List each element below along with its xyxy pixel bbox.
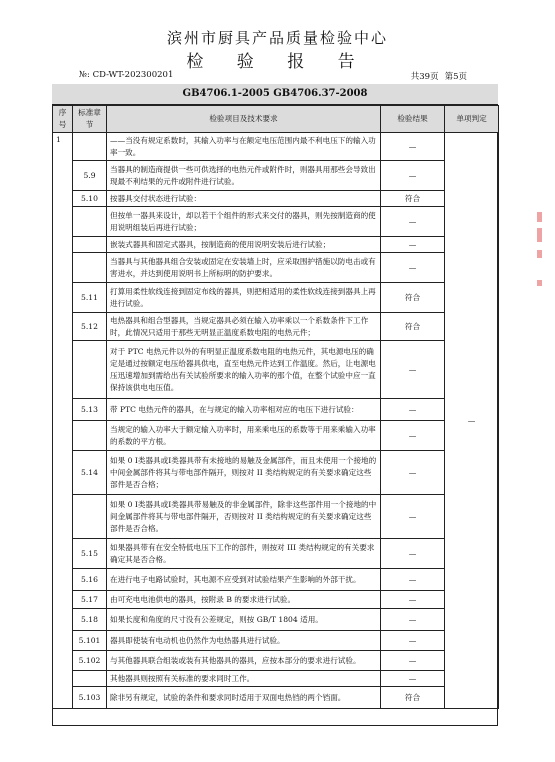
requirement-cell: 如果长度和角度的尺寸没有公差规定，则按 GB/T 1804 适用。 [107,609,381,631]
clause-cell [73,253,107,283]
clause-cell: 5.12 [73,313,107,341]
table-row [53,283,499,313]
header-item: 检验项目及技术要求 [107,106,381,133]
requirement-cell: 嵌装式器具和固定式器具，按制造商的使用说明安装后进行试验； [107,237,381,253]
header-result: 检验结果 [381,106,445,133]
result-cell: — [381,451,445,495]
result-cell: 符合 [381,687,445,709]
clause-cell [73,671,107,687]
header-verdict: 单项判定 [445,106,499,133]
result-cell: — [381,341,445,399]
result-cell: — [381,539,445,569]
report-issuer-title: 滨州市厨具产品质量检验中心 [166,29,388,47]
requirement-cell: 当器具的制造商提供一些可供选择的电热元件或附件时，则器具用那些会导致出现最不利结果的元件或附件进行试验。 [107,161,381,191]
requirement-cell: 与其他器具联合组装或装有其他器具的器具，应按本部分的要求进行试验。 [107,651,381,671]
requirement-cell: 打算用柔性软线连接到固定布线的器具，则把相适用的柔性软线连接到器具上再进行试验。 [107,283,381,313]
result-cell: — [381,207,445,237]
result-cell: — [381,495,445,539]
clause-cell: 5.102 [73,651,107,671]
clause-cell [73,421,107,451]
requirement-cell: 但按单一器具来设计，却以若干个组件的形式来交付的器具，则先按制造商的使用说明组装后再进行试验； [107,207,381,237]
clause-cell [73,133,107,161]
result-cell: — [381,651,445,671]
requirement-cell: 在进行电子电路试验时，其电源不应受到对试验结果产生影响的外部干扰。 [107,569,381,591]
requirement-cell: 如果器具带有在安全特低电压下工作的部件，则按对 III 类结构规定的有关要求确定其是否合格。 [107,539,381,569]
table-row [53,451,499,495]
table-row [53,631,499,651]
standard-bar: GB4706.1-2005 GB4706.37-2008 [52,84,498,105]
table-row [53,671,499,687]
table-row [53,591,499,609]
header-clause: 标准章节 [73,106,107,133]
table-row [53,421,499,451]
result-cell: 符合 [381,313,445,341]
requirement-cell: 电热器具和组合型器具，当规定器具必须在输入功率乘以一个系数条件下工作时，此情况只适用于那些无明显正温度系数电阻的电热元件； [107,313,381,341]
table-row [53,609,499,631]
seal-mark [537,212,542,222]
page-number: 第5页 [444,72,467,82]
requirement-cell: 器具即使装有电动机也仍然作为电热器具进行试验。 [107,631,381,651]
report-title: 检 验 报 告 [186,52,369,72]
clause-cell: 5.15 [73,539,107,569]
seal-mark [537,250,542,258]
clause-cell [73,495,107,539]
header-seq: 序号 [53,106,73,133]
clause-cell: 5.14 [73,451,107,495]
requirement-cell: 按器具交付状态进行试验： [107,191,381,207]
result-cell: — [381,421,445,451]
result-cell: — [381,253,445,283]
verdict-cell: — [445,133,499,709]
table-row [53,253,499,283]
clause-cell: 5.101 [73,631,107,651]
clause-cell: 5.10 [73,191,107,207]
result-cell: — [381,237,445,253]
result-cell: — [381,569,445,591]
requirement-cell: 除非另有规定，试验的条件和要求同时适用于双面电热铛的两个铛面。 [107,687,381,709]
result-cell: — [381,161,445,191]
clause-cell: 5.9 [73,161,107,191]
requirement-cell: ——当没有规定系数时，其输入功率与在额定电压范围内最不利电压下的输入功率一致。 [107,133,381,161]
clause-cell: 5.103 [73,687,107,709]
table-row [53,207,499,237]
table-row [53,341,499,399]
requirement-cell: 其他器具则按照有关标准的要求同时工作。 [107,671,381,687]
table-row [53,495,499,539]
result-cell: — [381,671,445,687]
table-row [53,313,499,341]
table-header-row [53,106,499,133]
result-cell: 符合 [381,283,445,313]
requirement-cell: 当器具与其他器具组合安装或固定在安装墙上时，应采取围护措施以防电击或有害进水，并达到使用说明书上所标明的防护要求。 [107,253,381,283]
clause-cell: 5.13 [73,399,107,421]
result-cell: — [381,399,445,421]
clause-cell [73,207,107,237]
table-row [53,191,499,207]
document-number: №: CD-WT-202300201 [79,70,174,80]
requirement-cell: 由可充电电池供电的器具，按附录 B 的要求进行试验。 [107,591,381,609]
seq-cell: 1 [53,133,73,709]
table-row [53,399,499,421]
table-row [53,237,499,253]
table-row [53,133,499,161]
result-cell: 符合 [381,191,445,207]
result-cell: — [381,609,445,631]
clause-cell: 5.11 [73,283,107,313]
requirement-cell: 带 PTC 电热元件的器具，在与规定的输入功率相对应的电压下进行试验： [107,399,381,421]
requirement-cell: 对于 PTC 电热元件以外的有明显正温度系数电阻的电热元件，其电源电压的确定是通过按额定电压给器具供电，直至电热元件达到工作温度。然后，让电源电压迅速增加到需给出有关试验所要求的输入功率的那个值，在整个试验中应一直保持该供电电压值。 [107,341,381,399]
page-info [405,70,467,82]
table-row [53,687,499,709]
clause-cell [73,341,107,399]
seal-mark [537,280,542,286]
clause-cell [73,237,107,253]
result-cell: — [381,631,445,651]
requirement-cell: 当规定的输入功率大于额定输入功率时，用来乘电压的系数等于用来乘输入功率的系数的平方根。 [107,421,381,451]
table-row [53,161,499,191]
clause-cell: 5.17 [73,591,107,609]
table-row [53,539,499,569]
inspection-table [52,105,499,709]
clause-cell: 5.16 [73,569,107,591]
clause-cell: 5.18 [73,609,107,631]
result-cell: — [381,591,445,609]
total-pages: 共39页 [410,72,439,82]
table-row [53,651,499,671]
requirement-cell: 如果 0 Ⅰ类器具或Ⅰ类器具带有未接地的易触及金属部件，而且未使用一个接地的中间金属部件将其与带电部件隔开，则按对 II 类结构规定的有关要求确定这些部件是否合格； [107,451,381,495]
result-cell: — [381,133,445,161]
table-row [53,569,499,591]
seal-mark [537,228,542,242]
requirement-cell: 如果 0 Ⅰ类器具或Ⅰ类器具带易触及的非金属部件，除非这些部件用一个接地的中间金属部件将其与带电部件隔开，否则按对 II 类结构规定的有关要求确定这些部件是否合格。 [107,495,381,539]
